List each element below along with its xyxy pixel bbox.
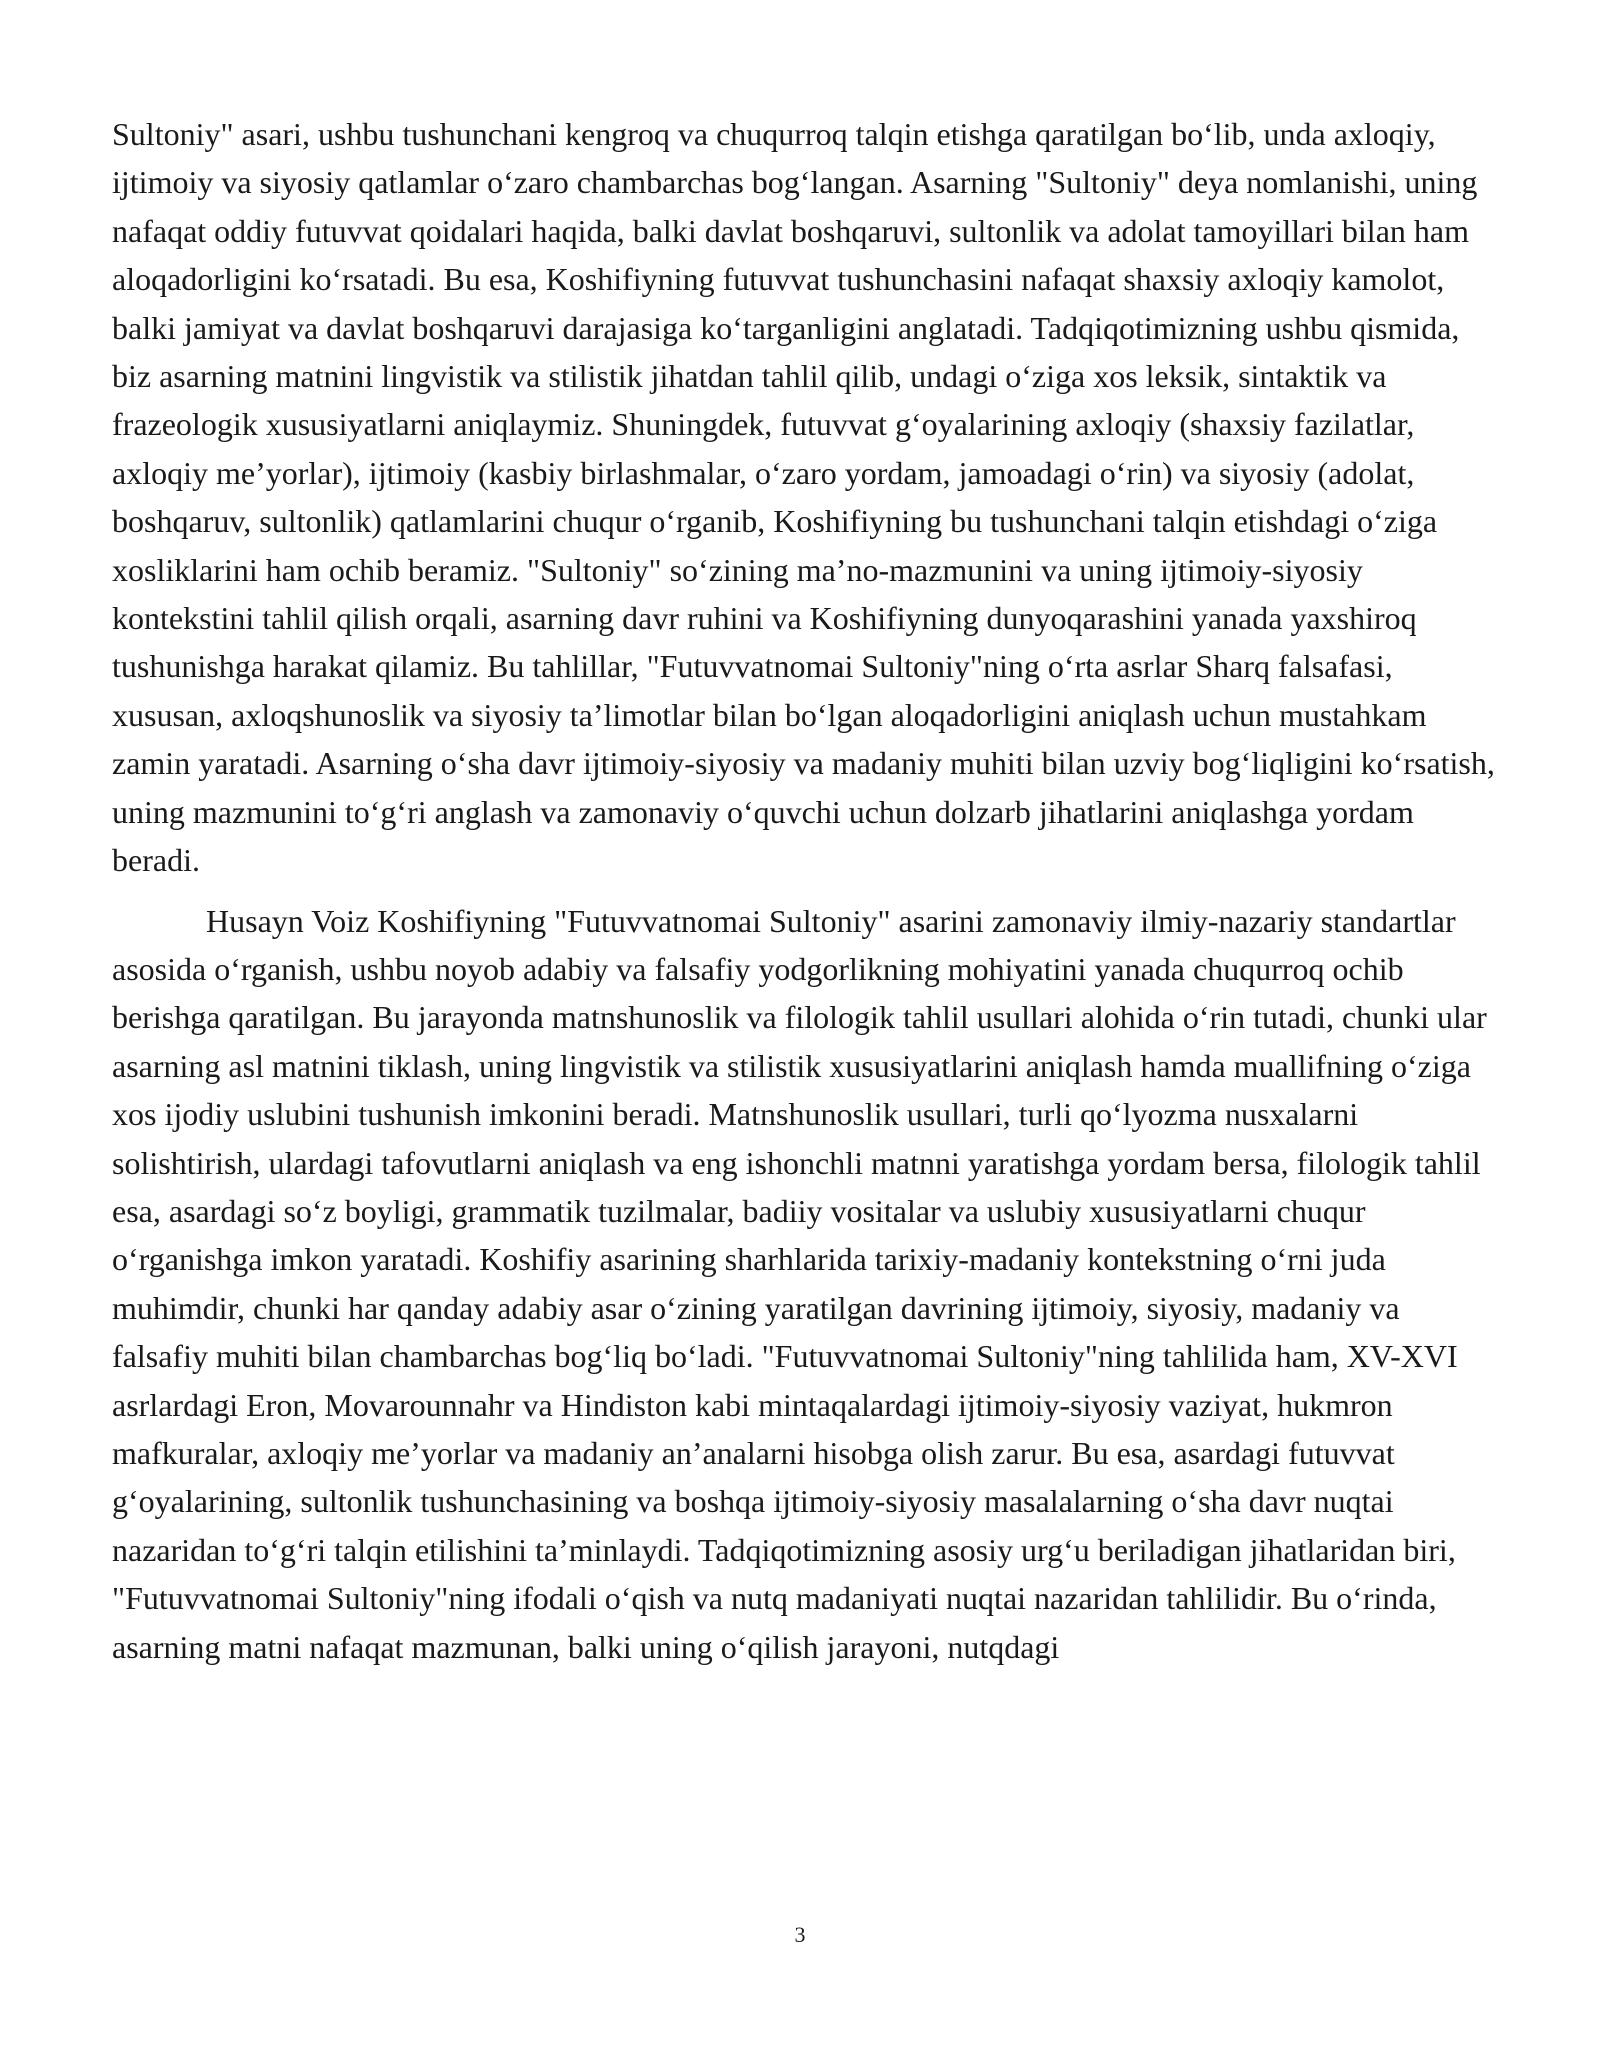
body-text [112,110,1498,1671]
paragraph-continuation: Sultoniy" asari, ushbu tushunchani kengroq va chuqurroq talqin etishga qaratilgan bo‘lib, unda axloqiy, ijtimoiy va siyosiy qatlamlar o‘zaro chambarchas bog‘langan. Asarning "Sultoniy" deya nomlanishi, uning nafaqat oddiy futuvvat qoidalari haqida, balki davlat boshqaruvi, sultonlik va adolat tamoyillari bilan ham aloqadorligini ko‘rsatadi. Bu esa, Koshifiyning futuvvat tushunchasini nafaqat shaxsiy axloqiy kamolot, balki jamiyat va davlat boshqaruvi darajasiga ko‘targanligini anglatadi. Tadqiqotimizning ushbu qismida, biz asarning matnini lingvistik va stilistik jihatdan tahlil qilib, undagi o‘ziga xos leksik, sintaktik va frazeologik xususiyatlarni aniqlaymiz. Shuningdek, futuvvat g‘oyalarining axloqiy (shaxsiy fazilatlar, axloqiy me’yorlar), ijtimoiy (kasbiy birlashmalar, o‘zaro yordam, jamoadagi o‘rin) va siyosiy (adolat, boshqaruv, sultonlik) qatlamlarini chuqur o‘rganib, Koshifiyning bu tushunchani talqin etishdagi o‘ziga xosliklarini ham ochib beramiz. "Sultoniy" so‘zining ma’no-mazmunini va uning ijtimoiy-siyosiy kontekstini tahlil qilish orqali, asarning davr ruhini va Koshifiyning dunyoqarashini yanada yaxshiroq tushunishga harakat qilamiz. Bu tahlillar, "Futuvvatnomai Sultoniy"ning o‘rta asrlar Sharq falsafasi, xususan, axloqshunoslik va siyosiy ta’limotlar bilan bo‘lgan aloqadorligini aniqlash uchun mustahkam zamin yaratadi. Asarning o‘sha davr ijtimoiy-siyosiy va madaniy muhiti bilan uzviy bog‘liqligini ko‘rsatish, uning mazmunini to‘g‘ri anglash va zamonaviy o‘quvchi uchun dolzarb jihatlarini aniqlashga yordam beradi. [112,116,1495,879]
paragraph-koshifiy-study: Husayn Voiz Koshifiyning "Futuvvatnomai Sultoniy" asarini zamonaviy ilmiy-nazariy standartlar asosida o‘rganish, ushbu noyob adabiy va falsafiy yodgorlikning mohiyatini yanada chuqurroq ochib berishga qaratilgan. Bu jarayonda matnshunoslik va filologik tahlil usullari alohida o‘rin tutadi, chunki ular asarning asl matnini tiklash, uning lingvistik va stilistik xususiyatlarini aniqlash hamda muallifning o‘ziga xos ijodiy uslubini tushunish imkonini beradi. Matnshunoslik usullari, turli qo‘lyozma nusxalarni solishtirish, ulardagi tafovutlarni aniqlash va eng ishonchli matnni yaratishga yordam bersa, filologik tahlil esa, asardagi so‘z boyligi, grammatik tuzilmalar, badiiy vositalar va uslubiy xususiyatlarni chuqur o‘rganishga imkon yaratadi. Koshifiy asarining sharhlarida tarixiy-madaniy kontekstning o‘rni juda muhimdir, chunki har qanday adabiy asar o‘zining yaratilgan davrining ijtimoiy, siyosiy, madaniy va falsafiy muhiti bilan chambarchas bog‘liq bo‘ladi. "Futuvvatnomai Sultoniy"ning tahlilida ham, XV-XVI asrlardagi Eron, Movarounnahr va Hindiston kabi mintaqalardagi ijtimoiy-siyosiy vaziyat, hukmron mafkuralar, axloqiy me’yorlar va madaniy an’analarni hisobga olish zarur. Bu esa, asardagi futuvvat g‘oyalarining, sultonlik tushunchasining va boshqa ijtimoiy-siyosiy masalalarning o‘sha davr nuqtai nazaridan to‘g‘ri talqin etilishini ta’minlaydi. Tadqiqotimizning asosiy urg‘u beriladigan jihatlaridan biri, "Futuvvatnomai Sultoniy"ning ifodali o‘qish va nutq madaniyati nuqtai nazaridan tahlilidir. Bu o‘rinda, asarning matni nafaqat mazmunan, balki uning o‘qilish jarayoni, nutqdagi [112,902,1487,1665]
page-number: 3 [794,1922,806,1947]
